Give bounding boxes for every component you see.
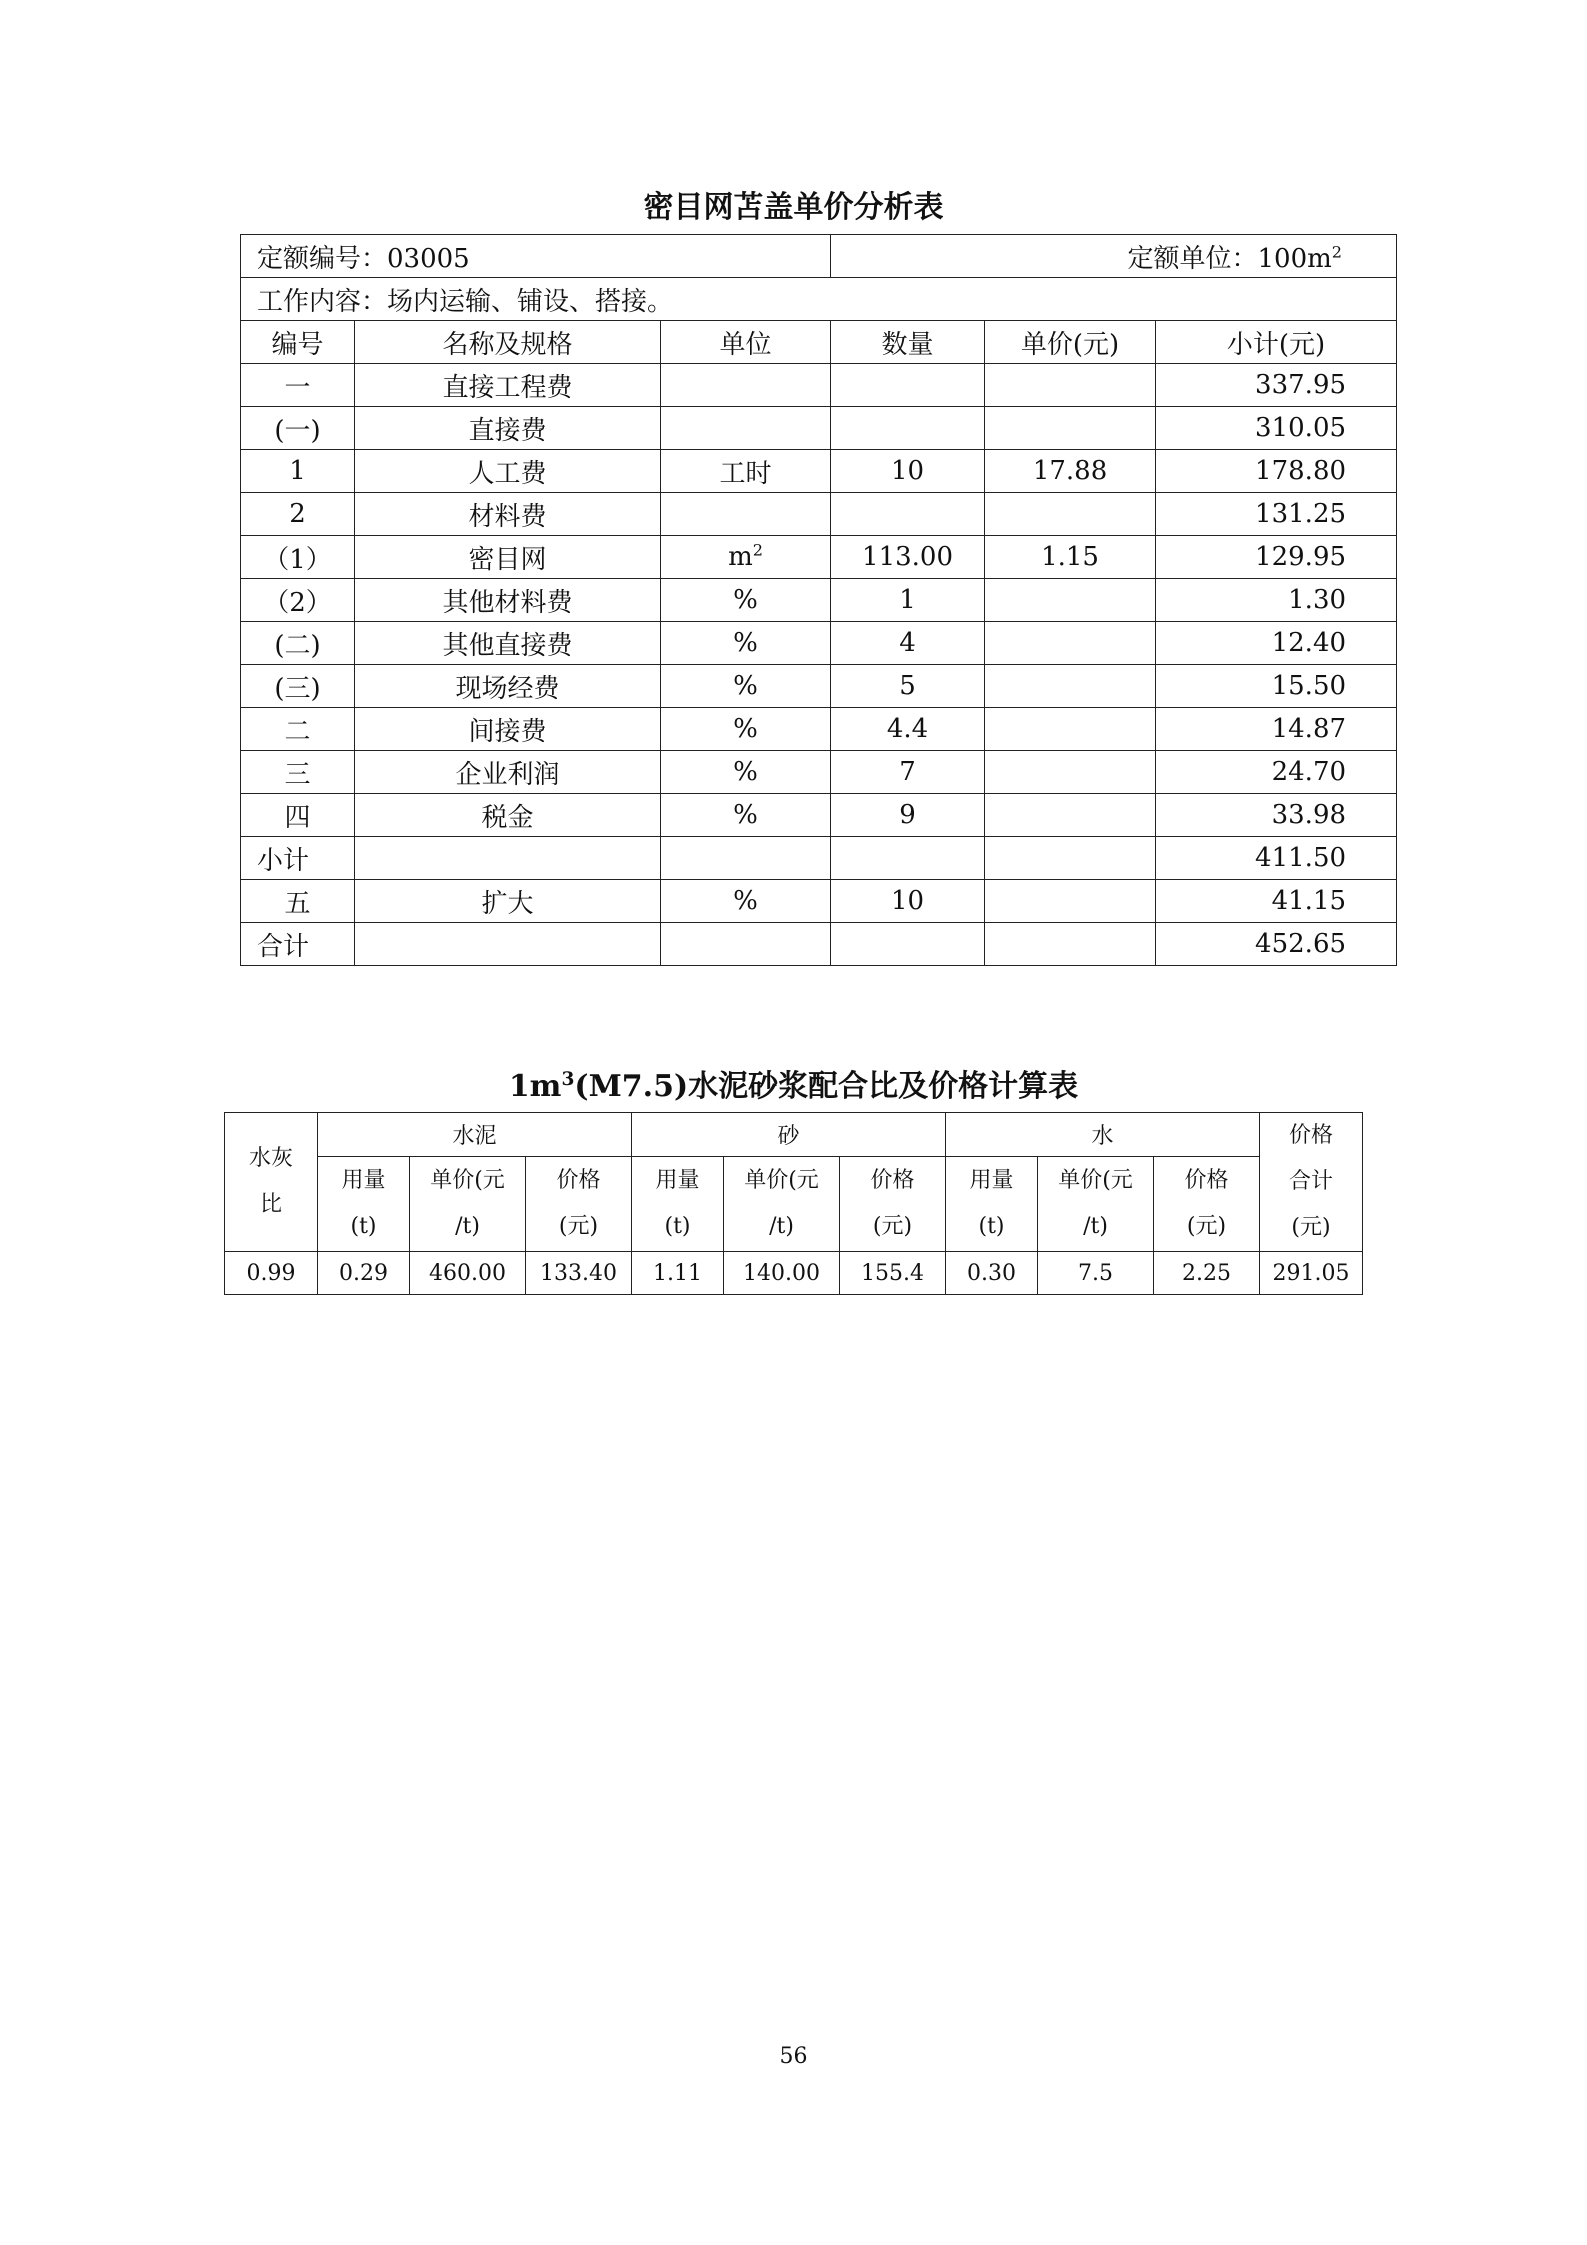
cell-quantity: 9 [831,794,985,837]
cell-unit-price: 1.15 [985,536,1156,579]
cell-subtotal: 310.05 [1156,407,1397,450]
mortar-mix-price-table [224,1112,1363,1295]
cell-quantity: 10 [831,450,985,493]
table-row [241,536,1397,579]
table-row [241,493,1397,536]
data-cell: 1.11 [632,1252,724,1295]
sub-header-cell: 单价(元 /t) [1038,1156,1154,1251]
header-row [241,321,1397,364]
cell-number: (三) [241,665,355,708]
cell-name: 人工费 [355,450,661,493]
cell-name: 企业利润 [355,751,661,794]
cell-subtotal: 41.15 [1156,880,1397,923]
cell-unit-price [985,665,1156,708]
table-row [241,837,1397,880]
table1-title: 密目网苫盖单价分析表 [643,190,944,225]
cell-name: 密目网 [355,536,661,579]
group-header-row [225,1113,1363,1157]
cell-unit: % [661,708,831,751]
cell-unit: % [661,622,831,665]
cell-quantity: 5 [831,665,985,708]
table-row [241,407,1397,450]
table-row [241,450,1397,493]
cell-unit-price [985,880,1156,923]
header-cell: 单价(元) [985,321,1156,364]
cell-name: 直接工程费 [355,364,661,407]
sub-header-cell: 用量 (t) [946,1156,1038,1251]
cell-number: 2 [241,493,355,536]
cell-number: 1 [241,450,355,493]
cell-name: 直接费 [355,407,661,450]
cell-quantity [831,364,985,407]
data-cell: 155.4 [840,1252,946,1295]
cell-unit: % [661,579,831,622]
cell-quantity [831,407,985,450]
cell-unit-price [985,923,1156,966]
work-content-row [241,278,1397,321]
cell-subtotal: 452.65 [1156,923,1397,966]
header-cell: 编号 [241,321,355,364]
wc-ratio-header: 水灰 比 [225,1113,318,1252]
header-cell: 数量 [831,321,985,364]
cell-unit-price [985,493,1156,536]
cell-unit: % [661,751,831,794]
cell-unit-price [985,407,1156,450]
data-cell: 133.40 [526,1252,632,1295]
cell-quantity: 1 [831,579,985,622]
cell-unit-price [985,579,1156,622]
cell-name: 其他材料费 [355,579,661,622]
sub-header-cell: 价格 (元) [1154,1156,1260,1251]
quota-unit: 定额单位：$100m^2$ [831,235,1397,278]
cell-unit: % [661,665,831,708]
table2-title: $1m^3(M7.5)$水泥砂浆配合比及价格计算表 [508,1069,1079,1104]
sub-header-cell: 单价(元 /t) [410,1156,526,1251]
cell-subtotal: 178.80 [1156,450,1397,493]
cell-subtotal: 129.95 [1156,536,1397,579]
cell-number: 一 [241,364,355,407]
cell-subtotal: 15.50 [1156,665,1397,708]
sub-header-cell: 单价(元 /t) [724,1156,840,1251]
cell-unit-price [985,751,1156,794]
cell-subtotal: 14.87 [1156,708,1397,751]
total-price-header: 价格 合计 (元) [1260,1113,1363,1252]
cell-name: 间接费 [355,708,661,751]
table-row [241,622,1397,665]
cell-subtotal: 131.25 [1156,493,1397,536]
cell-subtotal: 1.30 [1156,579,1397,622]
cell-quantity: 4 [831,622,985,665]
table-row [241,665,1397,708]
cell-unit: % [661,880,831,923]
cell-unit [661,837,831,880]
cell-number: （2） [241,579,355,622]
data-cell: 0.30 [946,1252,1038,1295]
cell-unit-price [985,708,1156,751]
cell-subtotal: 33.98 [1156,794,1397,837]
data-cell: 460.00 [410,1252,526,1295]
cell-quantity [831,923,985,966]
cell-number: 三 [241,751,355,794]
page-number: 56 [779,2044,808,2069]
cell-unit-price [985,794,1156,837]
cell-number: 二 [241,708,355,751]
cell-quantity: 113.00 [831,536,985,579]
data-cell: 140.00 [724,1252,840,1295]
data-cell: 0.29 [318,1252,410,1295]
sub-header-cell: 用量 (t) [632,1156,724,1251]
quota-row [241,235,1397,278]
work-content: 工作内容：场内运输、铺设、搭接。 [241,278,1397,321]
cell-unit-price [985,622,1156,665]
cell-unit-price: 17.88 [985,450,1156,493]
table-row [241,880,1397,923]
quota-number: 定额编号：03005 [241,235,831,278]
data-cell: 7.5 [1038,1252,1154,1295]
header-cell: 单位 [661,321,831,364]
cell-quantity: 10 [831,880,985,923]
data-cell: 0.99 [225,1252,318,1295]
cell-unit-price [985,364,1156,407]
cell-number: （1） [241,536,355,579]
cell-subtotal: 24.70 [1156,751,1397,794]
cell-quantity: 7 [831,751,985,794]
cell-subtotal: 12.40 [1156,622,1397,665]
cell-unit: 工时 [661,450,831,493]
cell-name: 其他直接费 [355,622,661,665]
cell-unit [661,493,831,536]
group-header: 水泥 [318,1113,632,1157]
cell-quantity [831,493,985,536]
data-cell: 2.25 [1154,1252,1260,1295]
cell-number: (一) [241,407,355,450]
header-cell: 名称及规格 [355,321,661,364]
sub-header-row [225,1156,1363,1251]
cell-number: 五 [241,880,355,923]
cell-number: 四 [241,794,355,837]
cell-number: (二) [241,622,355,665]
cell-name [355,837,661,880]
cell-quantity: 4.4 [831,708,985,751]
unit-price-analysis-table [240,234,1397,966]
cell-name [355,923,661,966]
data-cell: 291.05 [1260,1252,1363,1295]
table1-body [241,364,1397,966]
cell-subtotal: 337.95 [1156,364,1397,407]
cell-name: 现场经费 [355,665,661,708]
cell-unit-price [985,837,1156,880]
cell-number: 小计 [241,837,355,880]
table-row [241,923,1397,966]
cell-name: 材料费 [355,493,661,536]
table-row [241,794,1397,837]
table-row [241,708,1397,751]
table-row [241,364,1397,407]
cell-unit [661,407,831,450]
sub-header-cell: 用量 (t) [318,1156,410,1251]
cell-name: 扩大 [355,880,661,923]
cell-unit: % [661,794,831,837]
cell-quantity [831,837,985,880]
cell-subtotal: 411.50 [1156,837,1397,880]
table-row [241,579,1397,622]
group-header: 砂 [632,1113,946,1157]
data-row [225,1252,1363,1295]
cell-unit [661,923,831,966]
cell-unit: $m^2$ [661,536,831,579]
table-row [241,751,1397,794]
group-header: 水 [946,1113,1260,1157]
cell-number: 合计 [241,923,355,966]
sub-header-cell: 价格 (元) [526,1156,632,1251]
header-cell: 小计(元) [1156,321,1397,364]
sub-header-cell: 价格 (元) [840,1156,946,1251]
cell-name: 税金 [355,794,661,837]
cell-unit [661,364,831,407]
